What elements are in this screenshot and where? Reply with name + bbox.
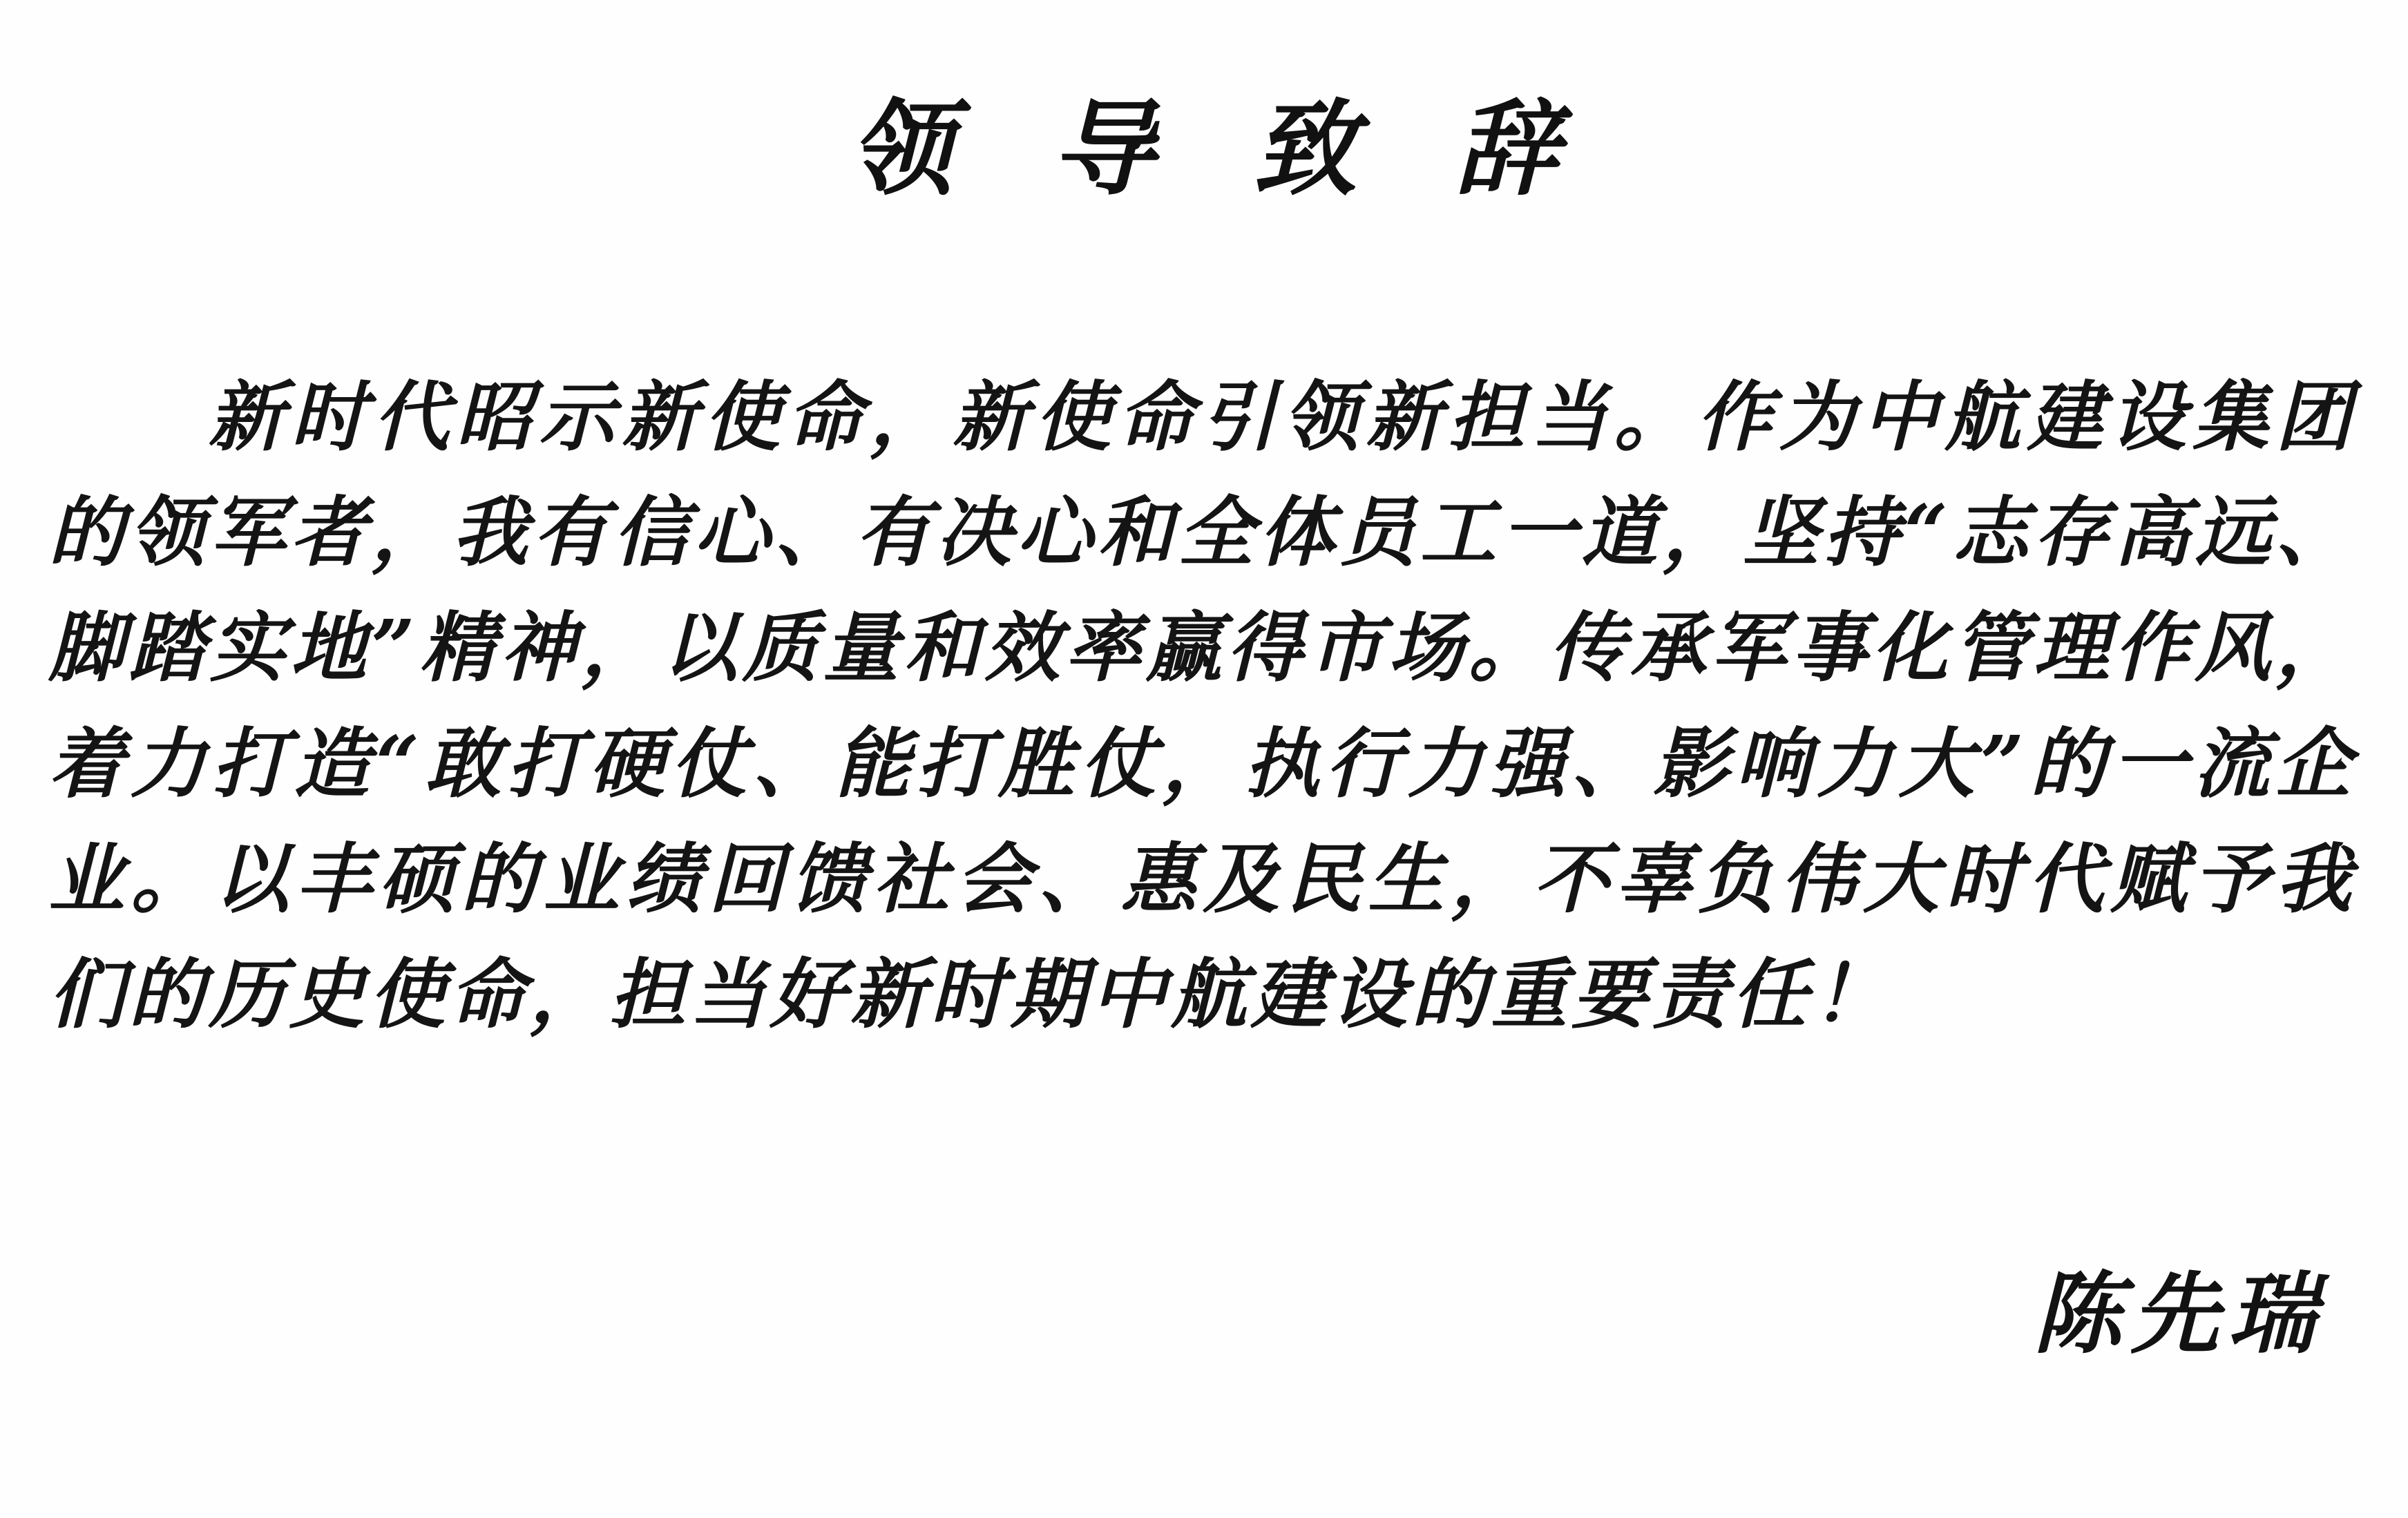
page-title: 领 导 致 辞: [849, 88, 1590, 210]
speech-body-paragraph: 新时代昭示新使命，新使命引领新担当。作为中航建设集团的领军者，我有信心、有决心和全体员工一道，坚持“志存高远、脚踏实地”精神，以质量和效率赢得市场。传承军事化管理作风，着力打造“敢打硬仗、能打胜仗，执行力强、影响力大”的一流企业。以丰硕的业绩回馈社会、惠及民生，不辜负伟大时代赋予我们的历史使命，担当好新时期中航建设的重要责任！: [48, 372, 2356, 1039]
signature-name: 陈先瑞: [2033, 1262, 2325, 1366]
